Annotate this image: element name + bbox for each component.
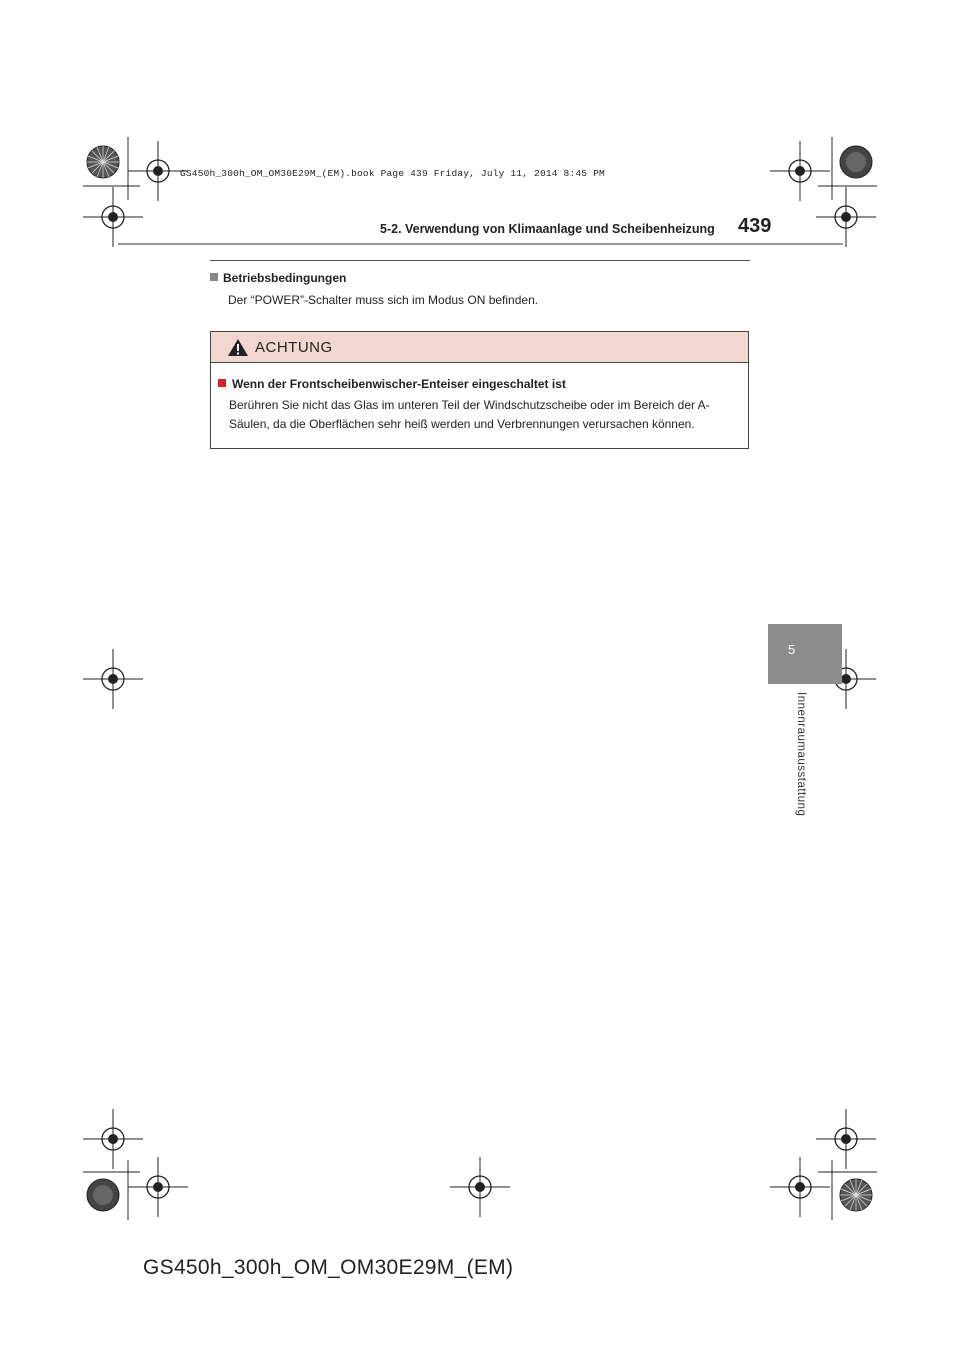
square-bullet-icon (210, 273, 218, 281)
warning-item-text: Berühren Sie nicht das Glas im unteren Teil der Windschutzscheibe oder im Bereich der A-Säulen, da die Oberflächen sehr heiß werden und Verbrennungen verursachen können. (229, 398, 710, 431)
footer-document-code: GS450h_300h_OM_OM30E29M_(EM) (143, 1256, 514, 1279)
chapter-number: 5 (788, 642, 796, 657)
section-divider (210, 260, 750, 261)
section-heading (210, 271, 346, 285)
warning-header (211, 332, 748, 363)
chapter-tab (768, 624, 842, 684)
chapter-title: Innenraumausstattung (795, 692, 807, 817)
section-header-title: 5-2. Verwendung von Klimaanlage und Scheibenheizung (380, 222, 715, 236)
crop-mark-bottom-left (83, 1109, 188, 1220)
section-body-text: Der “POWER”-Schalter muss sich im Modus ON befinden. (228, 293, 539, 307)
warning-title: ACHTUNG (255, 339, 333, 356)
section-heading-text: Betriebsbedingungen (223, 271, 347, 285)
crop-mark-bottom-right (770, 1109, 877, 1220)
warning-triangle-icon (227, 338, 249, 357)
crop-mark-mid-left (83, 649, 143, 709)
crop-mark-bottom-center (450, 1157, 510, 1217)
print-info-line: GS450h_300h_OM_OM30E29M_(EM).book Page 439 Friday, July 11, 2014 8:45 PM (180, 168, 605, 179)
red-square-bullet-icon (218, 379, 226, 387)
warning-box (210, 331, 749, 449)
header-rule (118, 243, 843, 245)
warning-item-heading-text: Wenn der Frontscheibenwischer-Enteiser eingeschaltet ist (232, 377, 566, 391)
warning-item-heading (218, 377, 566, 391)
crop-mark-top-left (83, 137, 188, 247)
crop-mark-top-right (770, 137, 877, 247)
page-number: 439 (738, 215, 772, 237)
